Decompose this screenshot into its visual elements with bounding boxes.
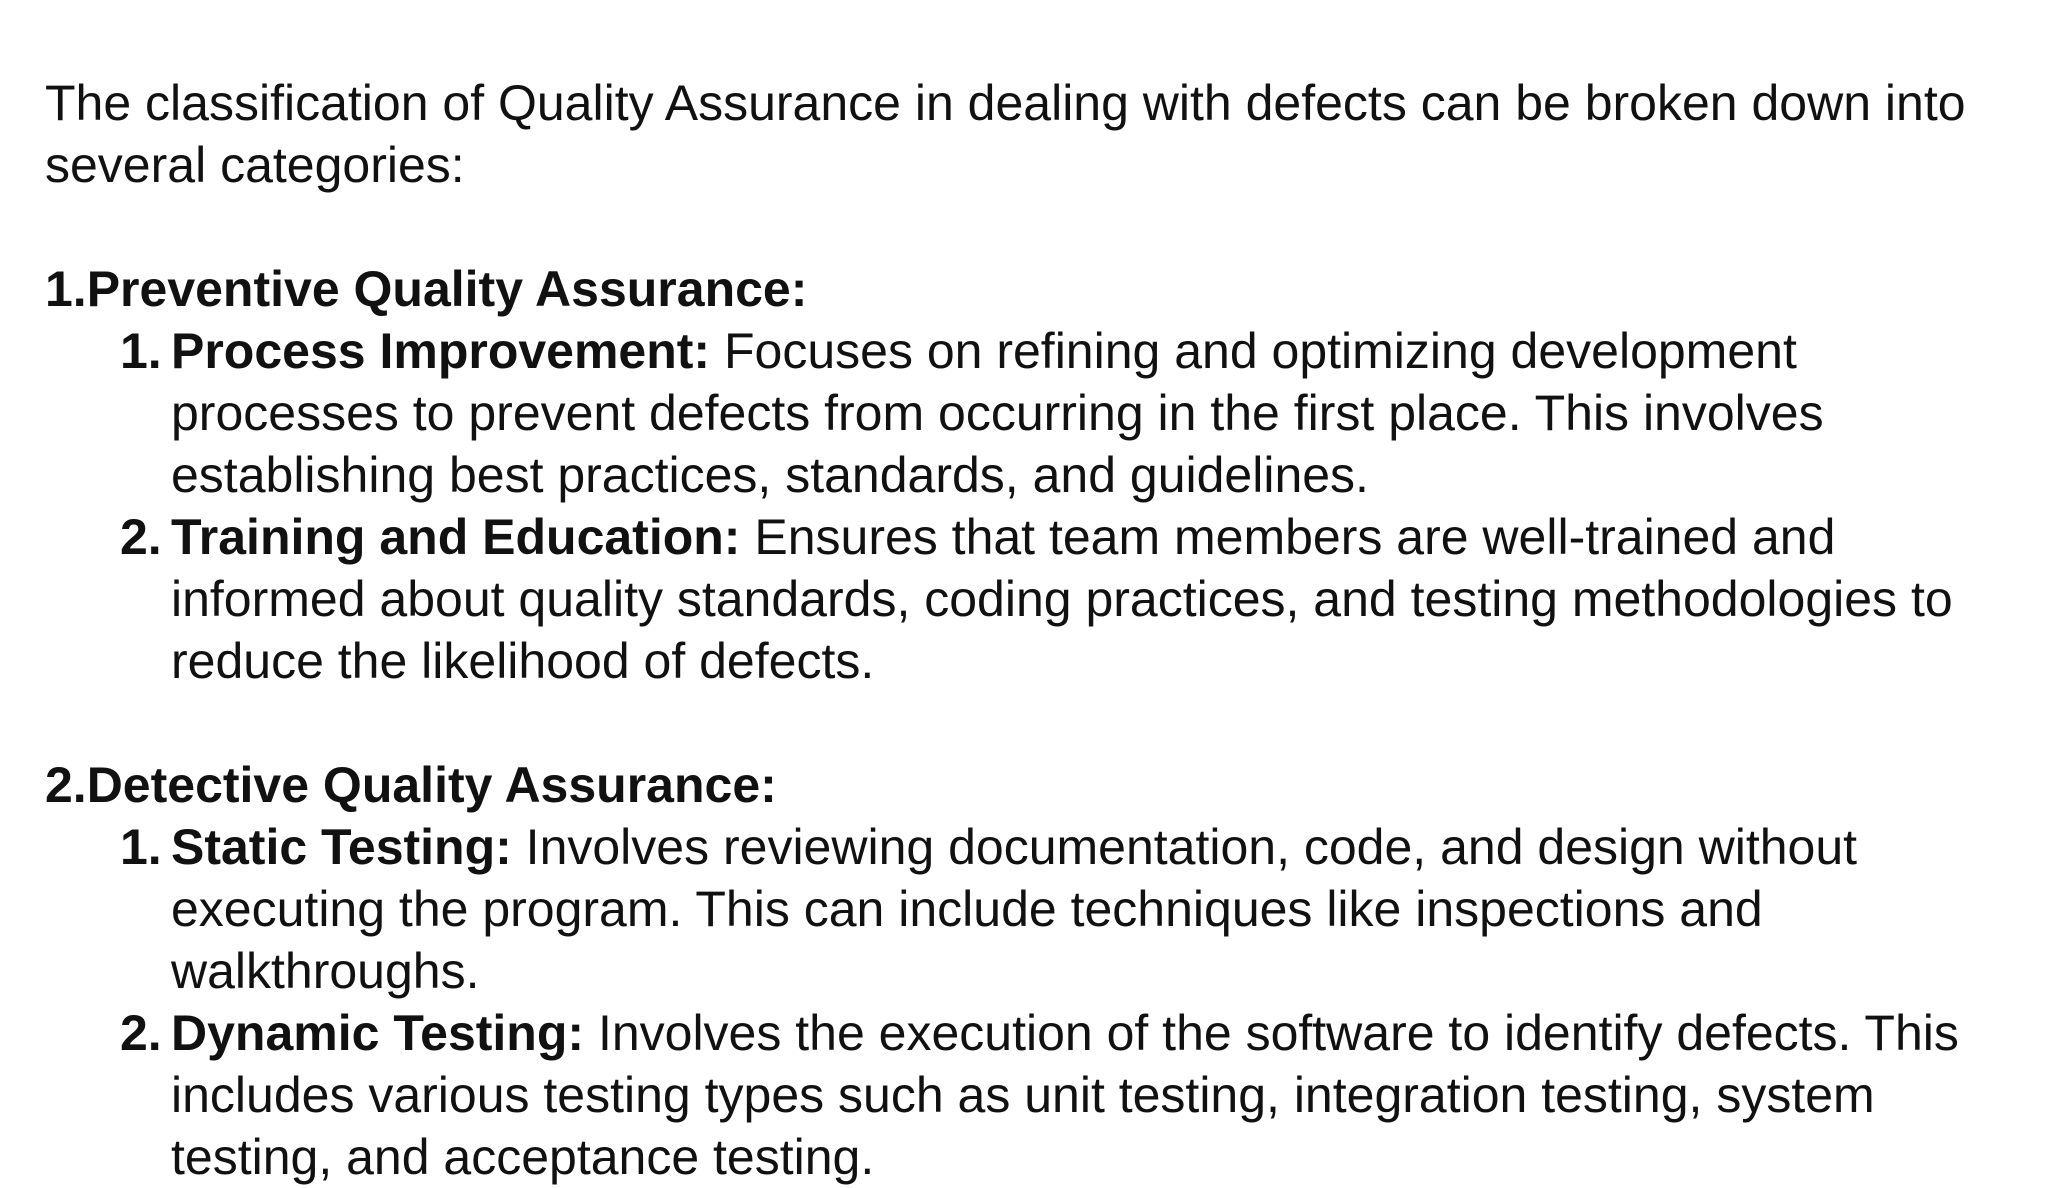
- item-body: [171, 320, 2001, 506]
- spacer: [45, 196, 2035, 258]
- list-item-dynamic-testing: [45, 1002, 2035, 1188]
- item-text: Ensures that team members are well-trained and informed about quality standards, coding practices, and testing methodologies to reduce the likelihood of defects.: [171, 509, 1953, 689]
- section-heading: [45, 258, 2035, 320]
- spacer: [45, 692, 2035, 754]
- item-term: Static Testing:: [171, 819, 512, 875]
- section-number: 2.: [45, 757, 87, 813]
- item-term: Training and Education:: [171, 509, 741, 565]
- section-detective-qa: [45, 754, 2035, 1188]
- document-body: [45, 72, 2035, 1188]
- item-text: Involves reviewing documentation, code, and design without executing the program. This can include techniques like inspections and walkthroughs.: [171, 819, 1858, 999]
- list-item-process-improvement: [45, 320, 2035, 506]
- section-number: 1.: [45, 261, 87, 317]
- item-number: 1.: [120, 819, 162, 875]
- item-body: [171, 1002, 2001, 1188]
- item-number: 2.: [120, 509, 162, 565]
- list-item-static-testing: [45, 816, 2035, 1002]
- section-heading: [45, 754, 2035, 816]
- item-text: Involves the execution of the software to identify defects. This includes various testing types such as unit testing, integration testing, system testing, and acceptance testing.: [171, 1005, 1959, 1185]
- intro-paragraph: The classification of Quality Assurance in dealing with defects can be broken down into several categories:: [45, 75, 1966, 193]
- section-preventive-qa: [45, 258, 2035, 692]
- item-text: Focuses on refining and optimizing development processes to prevent defects from occurring in the first place. This involves establishing best practices, standards, and guidelines.: [171, 323, 1824, 503]
- item-number: 2.: [120, 1005, 162, 1061]
- item-body: [171, 816, 2001, 1002]
- item-term: Dynamic Testing:: [171, 1005, 585, 1061]
- item-body: [171, 506, 2001, 692]
- item-number: 1.: [120, 323, 162, 379]
- item-term: Process Improvement:: [171, 323, 711, 379]
- sub-list: [45, 816, 2035, 1188]
- section-title: Preventive Quality Assurance:: [86, 261, 808, 317]
- section-title: Detective Quality Assurance:: [86, 757, 777, 813]
- list-item-training-education: [45, 506, 2035, 692]
- sub-list: [45, 320, 2035, 692]
